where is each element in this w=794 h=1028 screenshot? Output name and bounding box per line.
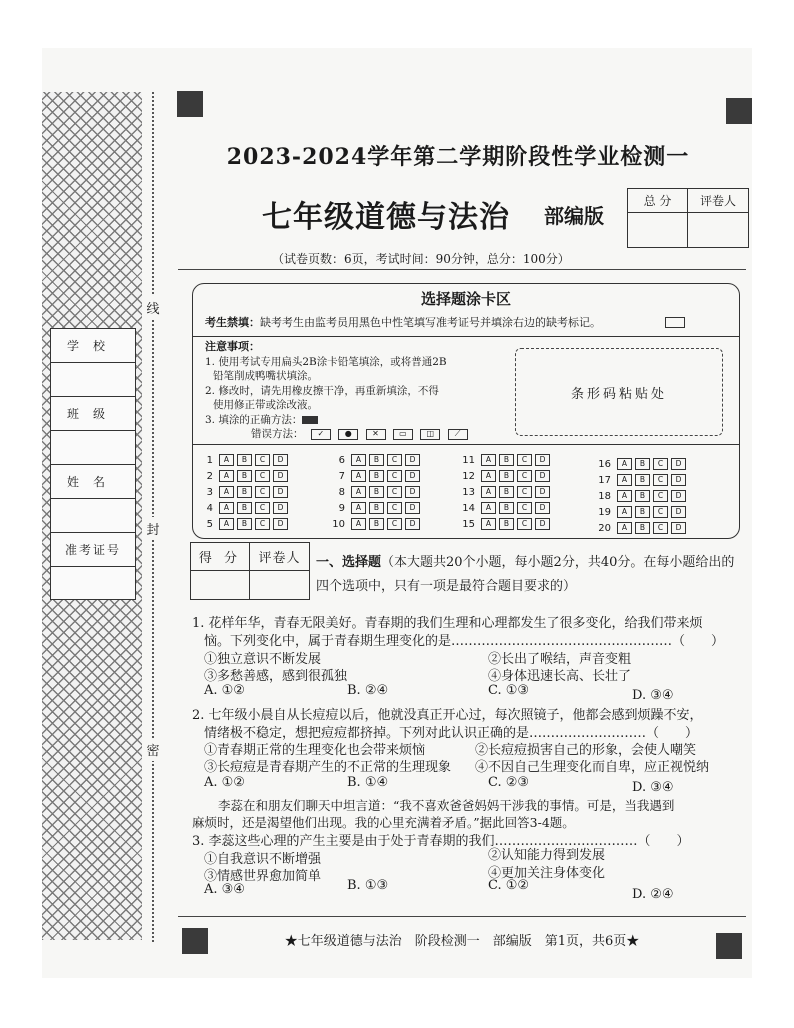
- answer-bubble[interactable]: D: [405, 502, 420, 514]
- q1-statement: ①独立意识不断发展: [204, 652, 322, 667]
- question-number: 2: [206, 470, 213, 482]
- field-class[interactable]: [51, 431, 135, 465]
- answer-bubble[interactable]: C: [517, 518, 532, 530]
- page-footer: ★七年级道德与法治 阶段检测一 部编版 第1页，共6页★: [284, 934, 640, 949]
- q3-statement: ③情感世界愈加简单: [204, 869, 322, 884]
- card-divider: [193, 336, 739, 337]
- answer-bubble[interactable]: D: [405, 454, 420, 466]
- answer-bubble[interactable]: D: [273, 502, 288, 514]
- question-1-text: 恼。下列变化中，属于青春期生理变化的是……………………………………………（ ）: [204, 634, 725, 649]
- bubble-row: [593, 488, 689, 504]
- question-number: 4: [206, 502, 213, 514]
- q3-choice-b[interactable]: B. ①③: [347, 878, 389, 893]
- question-number: 8: [338, 486, 345, 498]
- question-3-text: 3. 李蕊这些心理的产生主要是由于处于青春期的我们……………………………（ ）: [192, 834, 690, 849]
- absent-note-text: 缺考考生由监考员用黑色中性笔填写准考证号并填涂右边的缺考标记。: [260, 316, 601, 329]
- bubble-row: [195, 452, 291, 468]
- reading-passage: 麻烦时，还是渴望他们出现。我的心里充满着矛盾。”据此回答3-4题。: [192, 815, 575, 830]
- total-score-box: [627, 188, 749, 248]
- question-number: 5: [206, 518, 213, 530]
- instructions-title: 注意事项：: [205, 340, 260, 353]
- answer-bubble[interactable]: C: [517, 486, 532, 498]
- bubble-row: [457, 500, 553, 516]
- grader-label: 评卷人: [688, 189, 748, 213]
- subject-title: 七年级道德与法治: [262, 200, 510, 235]
- answer-bubble[interactable]: A: [351, 470, 366, 482]
- binding-char-secret: 密: [145, 738, 161, 761]
- answer-bubble[interactable]: C: [653, 506, 668, 518]
- bubble-column: [195, 452, 291, 532]
- answer-bubble[interactable]: D: [535, 486, 550, 498]
- barcode-area: 条形码粘贴处: [515, 348, 723, 436]
- instructions: [205, 340, 505, 442]
- question-number: 12: [462, 470, 475, 482]
- q1-choice-c[interactable]: C. ①③: [488, 683, 530, 698]
- correct-fill-sample: [302, 416, 318, 424]
- bubble-row: [457, 516, 553, 532]
- bubble-column: [593, 456, 689, 536]
- wrong-mark-icon: ▭: [393, 429, 413, 440]
- edition-label: 部编版: [544, 204, 604, 228]
- section-score-box: [190, 542, 310, 600]
- answer-bubble[interactable]: D: [671, 506, 686, 518]
- answer-bubble[interactable]: C: [255, 470, 270, 482]
- instruction-line: 使用修正带或涂改液。: [213, 399, 318, 411]
- corner-mark-top-right: [726, 98, 752, 124]
- question-number: 14: [462, 502, 475, 514]
- card-divider: [193, 444, 739, 445]
- instruction-line: 铅笔削成鸭嘴状填涂。: [213, 370, 318, 382]
- label-school: 学校: [51, 329, 135, 363]
- instruction-line: 2. 修改时，请先用橡皮擦干净，再重新填涂，不得: [205, 384, 439, 397]
- corner-mark-top-left: [177, 91, 203, 117]
- answer-bubble[interactable]: C: [255, 454, 270, 466]
- q2-statement: ②长痘痘损害自己的形象，会使人嘲笑: [475, 743, 697, 758]
- field-exam-id[interactable]: [51, 567, 135, 600]
- q3-choice-a[interactable]: A. ③④: [204, 882, 245, 897]
- bubble-row: [327, 484, 423, 500]
- answer-bubble[interactable]: C: [255, 502, 270, 514]
- bubble-row: [327, 516, 423, 532]
- field-name[interactable]: [51, 499, 135, 533]
- answer-bubble[interactable]: B: [499, 470, 514, 482]
- question-2-text: 2. 七年级小晨自从长痘痘以后，他就没真正开心过，每次照镜子，他都会感到烦躁不安，: [192, 708, 703, 723]
- bubble-row: [593, 504, 689, 520]
- answer-bubble[interactable]: B: [237, 502, 252, 514]
- question-1-text: 1. 花样年华，青春无限美好。青春期的我们生理和心理都发生了很多变化，给我们带来烦: [192, 616, 703, 631]
- answer-bubble[interactable]: C: [387, 486, 402, 498]
- answer-bubble[interactable]: D: [535, 518, 550, 530]
- answer-bubble[interactable]: A: [481, 518, 496, 530]
- answer-bubble[interactable]: B: [237, 470, 252, 482]
- instruction-line: 3. 填涂的正确方法：: [205, 413, 303, 426]
- label-class: 班级: [51, 397, 135, 431]
- label-exam-id: 准考证号: [51, 533, 135, 567]
- q3-choice-d[interactable]: D. ②④: [632, 887, 674, 902]
- answer-bubble[interactable]: C: [387, 518, 402, 530]
- answer-bubble[interactable]: B: [369, 518, 384, 530]
- answer-bubble[interactable]: A: [617, 506, 632, 518]
- wrong-label: 错误方法：: [251, 428, 304, 440]
- answer-card-title: 选择题涂卡区: [420, 290, 511, 308]
- footer-divider: [178, 916, 746, 917]
- answer-bubble[interactable]: B: [499, 454, 514, 466]
- answer-bubble[interactable]: B: [635, 458, 650, 470]
- answer-bubble[interactable]: A: [351, 502, 366, 514]
- section-title: 一、选择题: [316, 555, 382, 570]
- q2-choice-a[interactable]: A. ①②: [204, 775, 245, 790]
- q1-statement: ③多愁善感，感到很孤独: [204, 669, 348, 684]
- answer-bubble[interactable]: D: [535, 502, 550, 514]
- answer-bubble[interactable]: B: [635, 522, 650, 534]
- answer-bubble[interactable]: A: [219, 518, 234, 530]
- answer-bubble[interactable]: C: [387, 470, 402, 482]
- answer-bubble[interactable]: C: [517, 470, 532, 482]
- answer-bubble[interactable]: B: [499, 502, 514, 514]
- bubble-row: [327, 452, 423, 468]
- wrong-mark-icon: ◫: [420, 429, 440, 440]
- q3-statement: ①自我意识不断增强: [204, 852, 322, 867]
- answer-bubble[interactable]: A: [351, 454, 366, 466]
- wrong-mark-icon: ✓: [311, 429, 331, 440]
- bubble-row: [593, 456, 689, 472]
- answer-bubble[interactable]: D: [671, 522, 686, 534]
- bubble-row: [457, 452, 553, 468]
- answer-bubble[interactable]: D: [535, 470, 550, 482]
- bubble-row: [195, 484, 291, 500]
- bubble-row: [327, 500, 423, 516]
- question-number: 3: [206, 486, 213, 498]
- answer-bubble[interactable]: A: [219, 454, 234, 466]
- answer-bubble[interactable]: B: [499, 518, 514, 530]
- answer-bubble[interactable]: D: [273, 470, 288, 482]
- answer-bubble[interactable]: B: [237, 486, 252, 498]
- bubble-column: [327, 452, 423, 532]
- binding-char-line: 线: [145, 296, 161, 319]
- student-info-box: [50, 328, 136, 600]
- answer-bubble[interactable]: C: [255, 486, 270, 498]
- question-number: 15: [462, 518, 475, 530]
- answer-bubble[interactable]: A: [351, 486, 366, 498]
- answer-bubble[interactable]: B: [237, 454, 252, 466]
- instruction-correct: [205, 413, 505, 428]
- q2-statement: ①青春期正常的生理变化也会带来烦恼: [204, 743, 426, 758]
- bubble-row: [593, 520, 689, 536]
- label-name: 姓名: [51, 465, 135, 499]
- question-number: 13: [462, 486, 475, 498]
- exam-info: （试卷页数：6页，考试时间：90分钟，总分：100分）: [272, 252, 570, 266]
- reading-passage: 李蕊在和朋友们聊天中坦言道：“我不喜欢爸爸妈妈干涉我的事情。可是，当我遇到: [218, 798, 675, 813]
- answer-bubble[interactable]: C: [653, 458, 668, 470]
- answer-bubble[interactable]: B: [635, 490, 650, 502]
- answer-bubble[interactable]: C: [387, 454, 402, 466]
- section-grader-field[interactable]: [250, 571, 309, 599]
- answer-bubble[interactable]: A: [351, 518, 366, 530]
- answer-bubble[interactable]: A: [617, 490, 632, 502]
- answer-card: [192, 283, 740, 539]
- answer-bubble[interactable]: C: [387, 502, 402, 514]
- exam-title: 2023-2024学年第二学期阶段性学业检测一: [226, 144, 690, 170]
- instruction-line: 1. 使用考试专用扁头2B涂卡铅笔填涂，或将普通2B: [205, 355, 447, 368]
- field-school[interactable]: [51, 363, 135, 397]
- bubble-row: [195, 500, 291, 516]
- q2-choice-d[interactable]: D. ③④: [632, 780, 674, 795]
- question-number: 11: [462, 454, 475, 466]
- answer-bubble[interactable]: B: [635, 506, 650, 518]
- answer-bubble[interactable]: B: [499, 486, 514, 498]
- bubble-row: [327, 468, 423, 484]
- question-number: 16: [598, 458, 611, 470]
- answer-bubble[interactable]: B: [635, 474, 650, 486]
- answer-bubble[interactable]: D: [405, 470, 420, 482]
- question-number: 17: [598, 474, 611, 486]
- question-number: 19: [598, 506, 611, 518]
- q1-choice-a[interactable]: A. ①②: [204, 683, 245, 698]
- question-number: 6: [338, 454, 345, 466]
- question-number: 9: [338, 502, 345, 514]
- answer-bubble[interactable]: A: [219, 470, 234, 482]
- answer-bubble[interactable]: B: [369, 486, 384, 498]
- q1-statement: ②长出了喉结，声音变粗: [488, 652, 632, 667]
- answer-bubble[interactable]: C: [653, 490, 668, 502]
- answer-bubble[interactable]: A: [481, 502, 496, 514]
- answer-bubble[interactable]: C: [255, 518, 270, 530]
- question-2-text: 情绪极不稳定，想把痘痘都挤掉。下列对此认识正确的是………………………（ ）: [204, 726, 699, 741]
- wrong-mark-icon: ⟋: [448, 429, 468, 440]
- bubble-row: [593, 472, 689, 488]
- bubble-row: [457, 468, 553, 484]
- q3-statement: ②认知能力得到发展: [488, 848, 606, 863]
- total-score-label: 总 分: [628, 189, 688, 213]
- q1-choice-b[interactable]: B. ②④: [347, 683, 389, 698]
- answer-bubble[interactable]: D: [671, 474, 686, 486]
- answer-bubble[interactable]: A: [219, 486, 234, 498]
- answer-bubble[interactable]: D: [535, 454, 550, 466]
- question-number: 1: [206, 454, 213, 466]
- bubble-row: [457, 484, 553, 500]
- answer-bubble[interactable]: D: [405, 518, 420, 530]
- answer-bubble[interactable]: A: [219, 502, 234, 514]
- question-number: 10: [332, 518, 345, 530]
- q3-choice-c[interactable]: C. ①②: [488, 878, 530, 893]
- q2-choice-b[interactable]: B. ①④: [347, 775, 389, 790]
- wrong-mark-icon: ●: [338, 429, 358, 440]
- answer-bubble[interactable]: B: [369, 502, 384, 514]
- q2-choice-c[interactable]: C. ②③: [488, 775, 530, 790]
- section-score-field[interactable]: [191, 571, 250, 599]
- answer-bubble[interactable]: B: [369, 454, 384, 466]
- total-score-field[interactable]: [628, 213, 688, 247]
- answer-bubble[interactable]: D: [405, 486, 420, 498]
- absent-note: [205, 314, 601, 330]
- answer-bubble[interactable]: C: [653, 474, 668, 486]
- section-desc: （本大题共20个小题，每小题2分，共40分。在每小题给出的四个选项中，只有一项是最符合题目要求的）: [316, 555, 735, 594]
- section-grader-label: 评卷人: [250, 543, 309, 571]
- answer-bubble[interactable]: D: [273, 518, 288, 530]
- q3-statement: ④更加关注身体变化: [488, 866, 606, 881]
- answer-bubble[interactable]: D: [671, 490, 686, 502]
- answer-bubble[interactable]: A: [617, 522, 632, 534]
- absent-note-label: 考生禁填：: [205, 316, 260, 329]
- question-number: 18: [598, 490, 611, 502]
- answer-bubble[interactable]: A: [481, 470, 496, 482]
- grader-field[interactable]: [688, 213, 748, 247]
- answer-bubble[interactable]: C: [517, 454, 532, 466]
- section-heading: [316, 551, 746, 599]
- answer-bubble[interactable]: B: [237, 518, 252, 530]
- question-number: 20: [598, 522, 611, 534]
- question-number: 7: [338, 470, 345, 482]
- bubble-row: [195, 516, 291, 532]
- answer-bubble[interactable]: A: [617, 458, 632, 470]
- section-score-label: 得 分: [191, 543, 250, 571]
- answer-bubble[interactable]: D: [273, 454, 288, 466]
- header-divider: [178, 269, 746, 270]
- q2-statement: ④不因自己生理变化而自卑，应正视悦纳: [475, 760, 710, 775]
- answer-bubble[interactable]: A: [617, 474, 632, 486]
- wrong-methods: [205, 427, 505, 442]
- bubble-column: [457, 452, 553, 532]
- answer-bubble[interactable]: C: [517, 502, 532, 514]
- bubble-row: [195, 468, 291, 484]
- answer-bubble[interactable]: C: [653, 522, 668, 534]
- answer-bubble[interactable]: B: [369, 470, 384, 482]
- q1-statement: ④身体迅速长高、长壮了: [488, 669, 632, 684]
- q1-choice-d[interactable]: D. ③④: [632, 688, 674, 703]
- answer-bubble[interactable]: A: [481, 454, 496, 466]
- answer-bubble[interactable]: A: [481, 486, 496, 498]
- answer-bubble[interactable]: D: [273, 486, 288, 498]
- wrong-mark-icon: ✕: [366, 429, 386, 440]
- absent-mark-box[interactable]: [665, 317, 685, 328]
- answer-bubble[interactable]: D: [671, 458, 686, 470]
- binding-char-seal: 封: [145, 517, 161, 540]
- q2-statement: ③长痘痘是青春期产生的不正常的生理现象: [204, 760, 452, 775]
